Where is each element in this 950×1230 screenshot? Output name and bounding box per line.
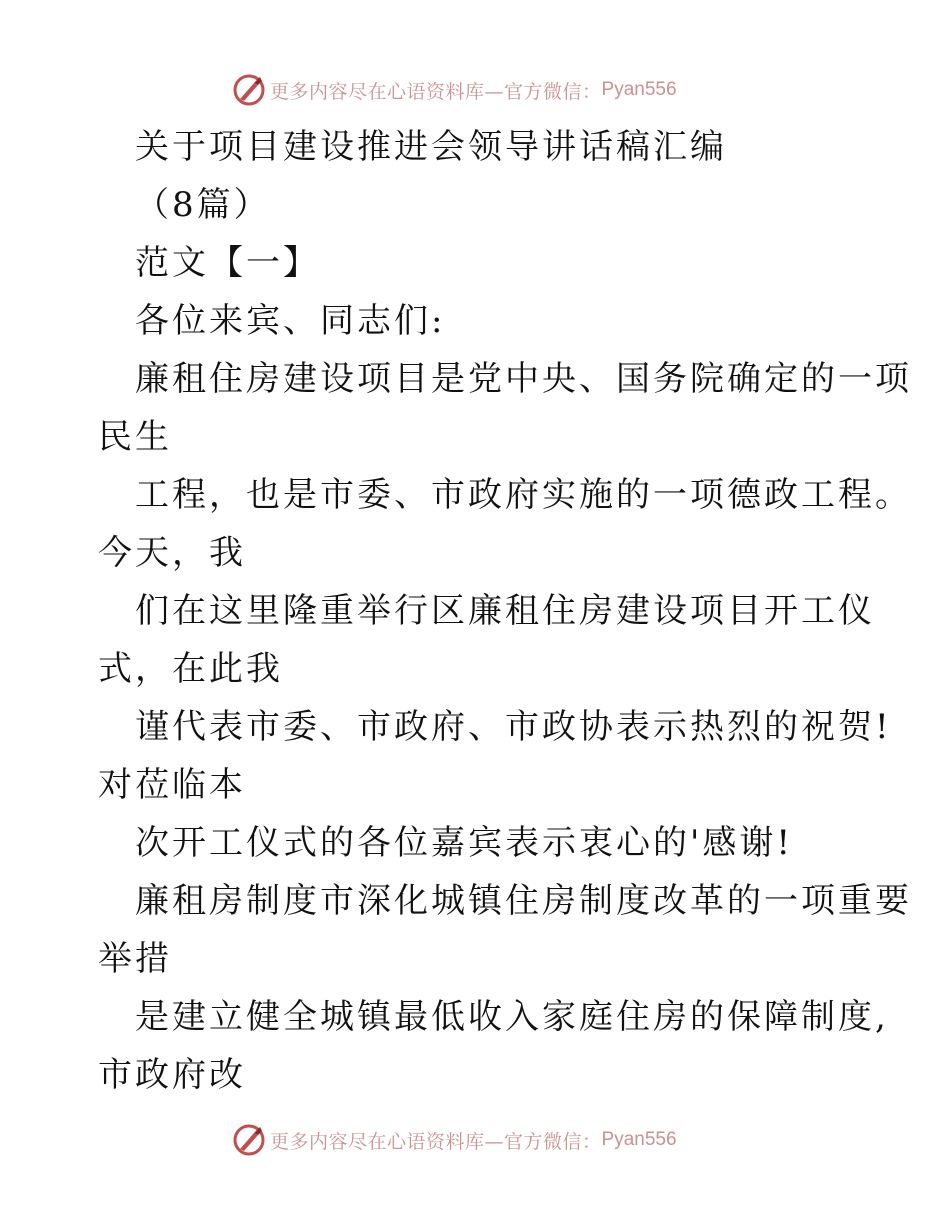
body-line: 次开工仪式的各位嘉宾表示衷心的'感谢! (135, 823, 794, 863)
body-line: 对莅临本 (98, 765, 246, 805)
header-banner-id: Pyan556 (601, 79, 677, 100)
body-line: 举措 (98, 939, 172, 979)
body-line: 谨代表市委、市政府、市政协表示热烈的祝贺! (135, 707, 892, 747)
body-line: 廉租房制度市深化城镇住房制度改革的一项重要 (135, 881, 912, 921)
pen-logo-icon (232, 73, 266, 107)
header-banner (232, 70, 677, 110)
document-title: 关于项目建设推进会领导讲话稿汇编 (135, 127, 727, 167)
body-line: 式，在此我 (98, 649, 283, 689)
pen-logo-icon (232, 1123, 266, 1157)
body-line: 今天，我 (98, 533, 246, 573)
salutation: 各位来宾、同志们: (135, 301, 446, 341)
body-line: 廉租住房建设项目是党中央、国务院确定的一项 (135, 359, 912, 399)
document-subtitle: （8篇） (135, 185, 271, 225)
body-line: 是建立健全城镇最低收入家庭住房的保障制度, (135, 997, 889, 1037)
section-heading: 范文【一】 (135, 243, 320, 283)
body-line: 们在这里隆重举行区廉租住房建设项目开工仪 (135, 591, 875, 631)
footer-banner-id: Pyan556 (601, 1129, 677, 1150)
footer-banner-text: 更多内容尽在心语资料库—官方微信： (270, 1130, 602, 1153)
body-line: 工程，也是市委、市政府实施的一项德政工程。 (135, 475, 912, 515)
body-line: 民生 (98, 417, 172, 457)
header-banner-text: 更多内容尽在心语资料库—官方微信： (270, 80, 602, 103)
body-line: 市政府改 (98, 1055, 246, 1095)
footer-banner (232, 1120, 677, 1160)
